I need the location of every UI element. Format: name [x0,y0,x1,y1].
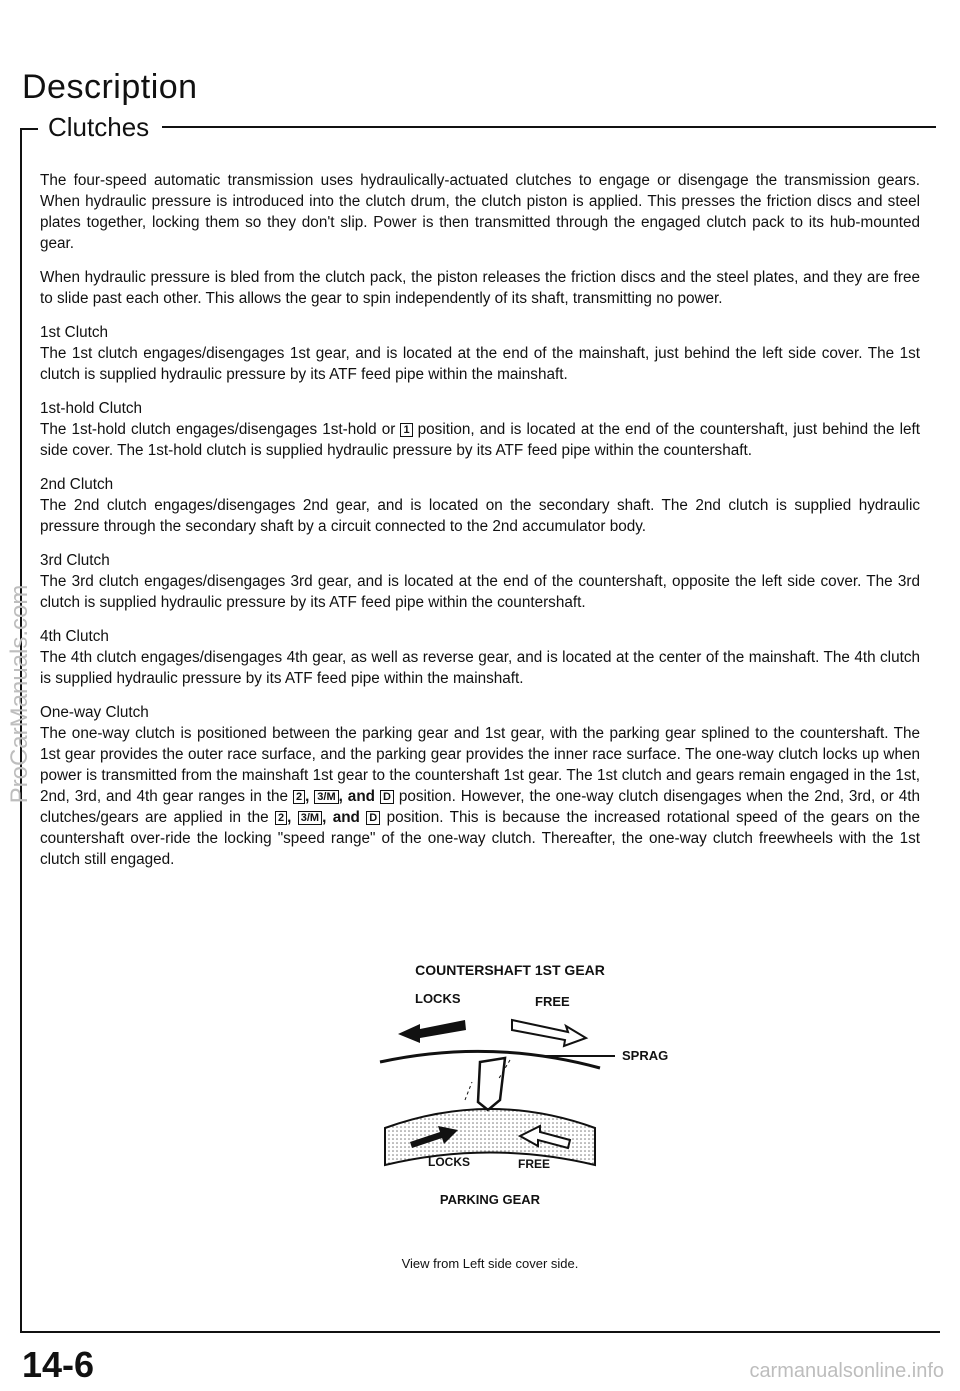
clutch-text: The 2nd clutch engages/disengages 2nd gear, and is located on the secondary shaft. The 2nd clutch is supplied hydraulic pressure through the secondary shaft by a circuit connected to the 2nd accumulator body. [40,497,920,535]
clutch-4th [40,626,920,689]
frame-line [20,128,38,130]
gear-position-key: 1 [400,423,412,437]
one-way-clutch-diagram [340,950,700,1290]
clutch-text: The 1st clutch engages/disengages 1st gear, and is located at the end of the mainshaft, just behind the left side cover. The 1st clutch is supplied hydraulic pressure by its ATF feed pipe within the mainshaft. [40,345,920,383]
frame-line [20,1331,940,1333]
clutch-heading: 1st-hold Clutch [40,400,143,417]
page-number: 14-6 [22,1344,95,1385]
gear-position-key: 2 [293,790,305,804]
diagram-label-free-top: FREE [535,994,570,1009]
watermark-left: ProCarManuals.com [6,584,33,804]
diagram-label-locks-top: LOCKS [415,991,461,1006]
clutch-heading: 2nd Clutch [40,476,114,493]
clutch-text: The 3rd clutch engages/disengages 3rd gear, and is located at the end of the countershaft, opposite the left side cover. The 3rd clutch is supplied hydraulic pressure by its ATF feed pipe within the countershaft. [40,573,920,611]
diagram-label-locks-bottom: LOCKS [428,1155,470,1169]
sprag-element [478,1058,505,1110]
body-text [40,170,920,883]
frame-line [162,126,936,128]
diagram-label-sprag: SPRAG [622,1048,669,1063]
clutch-text: position. [398,788,456,805]
diagram-label-free-bottom: FREE [518,1157,551,1171]
section-title: Clutches [48,112,150,142]
clutch-text: position. This is because the increased rotational speed of the gears on the countershaft over-ride the locking "speed range" of the one-way clutch. Thereafter, the one-way clutch freewheels with the 1st clutch still engaged. [40,809,921,868]
page-title: Description [22,68,198,106]
paragraph: When hydraulic pressure is bled from the clutch pack, the piston releases the friction discs and the steel plates, and they are free to slide past each other. This allows the gear to spin independently of its shaft, transmitting no power. [40,269,920,307]
gear-position-key: D [380,790,394,804]
gear-position-key: 3/M [298,811,322,825]
paragraph: The four-speed automatic transmission uses hydraulically-actuated clutches to engage or disengage the transmission gears. When hydraulic pressure is introduced into the clutch drum, the clutch piston is applied. This presses the friction discs and steel plates together, locking them so they don't slip. Power is then transmitted through the engaged clutch pack to its hub-mounted gear. [40,172,920,252]
clutch-1st [40,322,920,385]
diagram-label-countershaft: COUNTERSHAFT 1ST GEAR [415,962,605,978]
clutch-one-way [40,702,920,870]
diagram-label-parking-gear: PARKING GEAR [439,1192,541,1207]
gear-position-key: 3/M [314,790,338,804]
clutch-2nd [40,474,920,537]
separator: , and [338,788,376,805]
clutch-text: position, and is located at the end of the countershaft, just behind the left side cover. The 1st-hold clutch is supplied hydraulic pressure by its ATF feed pipe within the countershaft. [40,421,921,459]
gear-position-key: D [366,811,380,825]
clutch-text: The one-way clutch is positioned between the parking gear and 1st gear, with the parking gear splined to the countershaft. The 1st gear provides the outer race surface, and the parking gear provides the inner race surface. The one-way clutch locks up when power is transmitted from the mainshaft 1st gear to the countershaft 1st gear. [40,725,920,784]
clutch-text: The 1st-hold clutch engages/disengages 1st-hold or [40,421,396,438]
clutch-1st-hold [40,398,920,461]
clutch-heading: 1st Clutch [40,324,109,341]
clutch-heading: 3rd Clutch [40,552,110,569]
parking-gear-arc [385,1109,595,1165]
clutch-heading: One-way Clutch [40,704,149,721]
separator: , and [322,809,360,826]
locks-arrow-top-icon [398,1020,466,1043]
clutch-text: However, the one-way clutch disengages when the 2nd, 3rd, or 4th clutches/gears are applied in the [40,788,921,826]
clutch-3rd [40,550,920,613]
watermark-bottom: carmanualsonline.info [749,1360,944,1382]
separator: , [287,809,292,826]
clutch-text: The 1st clutch and gears remain engaged in the 1st, 2nd, 3rd, and 4th gear ranges in the [40,767,920,805]
clutch-text: The 4th clutch engages/disengages 4th gear, as well as reverse gear, and is located at the center of the mainshaft. The 4th clutch is supplied hydraulic pressure by its ATF feed pipe within the mainshaft. [40,649,920,687]
separator: , [305,788,310,805]
clutch-heading: 4th Clutch [40,628,109,645]
gear-position-key: 2 [275,811,287,825]
free-arrow-top-icon [512,1020,586,1046]
diagram-caption: View from Left side cover side. [401,1256,579,1271]
